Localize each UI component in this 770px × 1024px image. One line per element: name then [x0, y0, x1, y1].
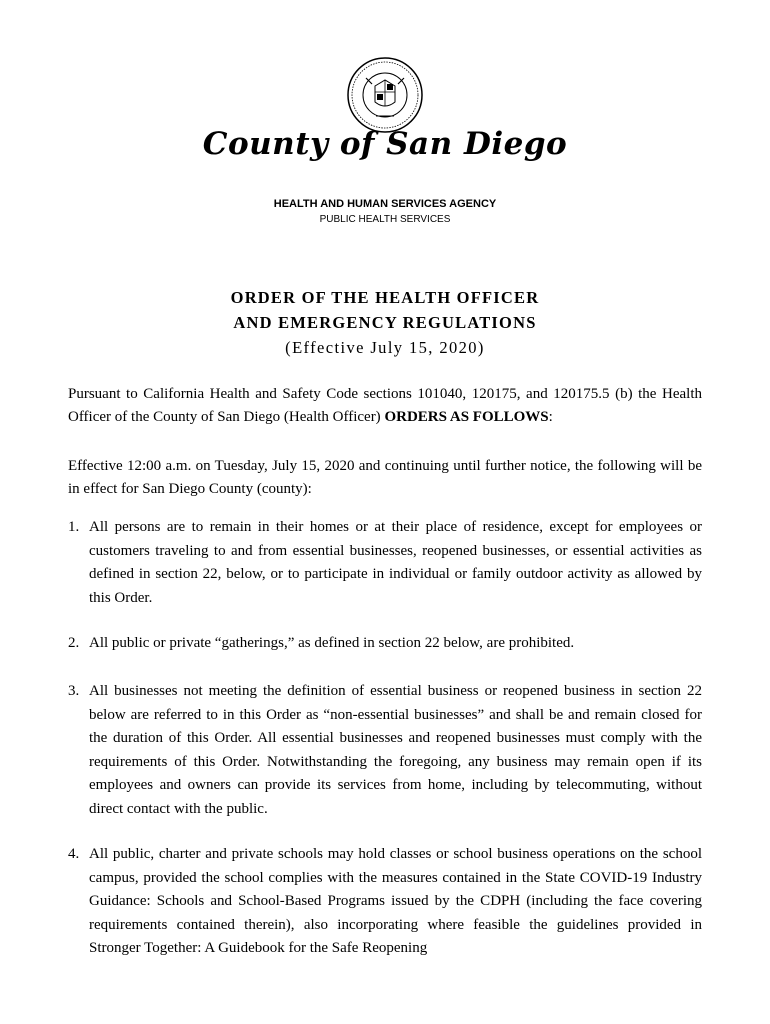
intro-text: Pursuant to California Health and Safety Code sections 101040, 120175, and 120175.5 (b) the Health Officer of the County of San Diego (Health Officer): [68, 386, 702, 425]
list-item-number: 3.: [68, 683, 80, 699]
list-item: [68, 680, 702, 821]
list-item-text: All public or private “gatherings,” as defined in section 22 below, are prohibited.: [89, 635, 575, 651]
list-item-text: All persons are to remain in their homes or at their place of residence, except for employees or customers traveling to and from essential businesses, reopened businesses, or essential activities as defined in section 22, below, or to participate in individual or family outdoor activity as allowed by this Order.: [89, 519, 702, 606]
list-item-text: All businesses not meeting the definition of essential business or reopened business in section 22 below are referred to in this Order as “non-essential businesses” and shall be and remain closed for the duration of this Order. All essential businesses and reopened businesses must comply with the requirements of this Order. Notwithstanding the foregoing, any business may remain open if its employees and owners can provide its services from home, including by telecommuting, without direct contact with the public.: [89, 683, 702, 817]
list-item-text: All public, charter and private schools may hold classes or school business operations on the school campus, provided the school complies with the measures contained in the State COVID-19 Industry Guidance: Schools and School-Based Programs issued by the CDPH (including the face covering requirements contained therein), also incorporating where feasible the guidelines provided in Stronger Together: A Guidebook for the Safe Reopening: [89, 846, 702, 956]
list-item-number: 2.: [68, 635, 80, 651]
agency-name: HEALTH AND HUMAN SERVICES AGENCY: [273, 198, 497, 210]
order-effective-date: (Effective July 15, 2020): [285, 338, 485, 357]
order-title-line-1: ORDER OF THE HEALTH OFFICER: [230, 288, 540, 307]
list-item: [68, 516, 702, 610]
county-name: County of San Diego: [202, 126, 568, 162]
list-item-number: 1.: [68, 519, 80, 535]
intro-bold-text: ORDERS AS FOLLOWS: [384, 409, 549, 425]
subagency-name: PUBLIC HEALTH SERVICES: [319, 214, 451, 225]
order-title-line-2: AND EMERGENCY REGULATIONS: [233, 313, 537, 332]
list-item-number: 4.: [68, 846, 80, 862]
list-item: [68, 843, 702, 961]
list-item: [68, 632, 702, 656]
intro-end: :: [548, 409, 553, 425]
intro-paragraph: [68, 383, 702, 429]
effective-paragraph: Effective 12:00 a.m. on Tuesday, July 15, 2020 and continuing until further notice, the following will be in effect for San Diego County (county):: [68, 458, 702, 497]
county-seal-icon: [346, 56, 424, 134]
